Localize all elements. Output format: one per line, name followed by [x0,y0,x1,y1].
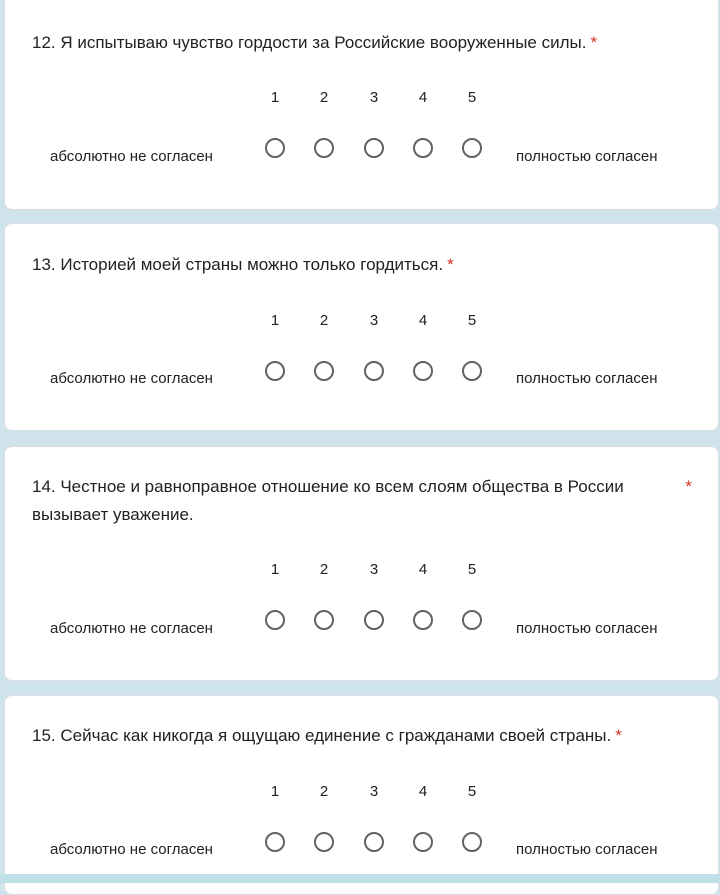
scale-low-label: абсолютно не согласен [50,841,213,858]
required-asterisk: * [685,477,692,496]
question-title [32,29,672,57]
scale-number-4: 4 [418,783,428,800]
question-card-12 [4,0,719,210]
required-asterisk: * [590,33,598,52]
question-card-13 [4,223,719,431]
scale-number-5: 5 [467,561,477,578]
scale-number-2: 2 [319,561,329,578]
scale-number-5: 5 [467,783,477,800]
scale-number-2: 2 [319,783,329,800]
scale-number-2: 2 [319,312,329,329]
radio-option-5[interactable] [462,138,482,158]
radio-option-4[interactable] [413,138,433,158]
scale-low-label: абсолютно не согласен [50,620,213,637]
scale-high-label: полностью согласен [516,148,658,165]
radio-option-5[interactable] [462,610,482,630]
radio-option-1[interactable] [265,138,285,158]
scale-high-label: полностью согласен [516,841,658,858]
radio-option-4[interactable] [413,832,433,852]
scale-number-3: 3 [369,89,379,106]
scale-number-3: 3 [369,561,379,578]
question-card-15 [4,695,719,895]
scale-low-label: абсолютно не согласен [50,148,213,165]
radio-option-3[interactable] [364,832,384,852]
radio-option-1[interactable] [265,832,285,852]
radio-option-2[interactable] [314,361,334,381]
scale-number-3: 3 [369,783,379,800]
scale-number-4: 4 [418,312,428,329]
radio-option-2[interactable] [314,610,334,630]
radio-option-3[interactable] [364,610,384,630]
required-asterisk: * [615,726,622,745]
radio-option-5[interactable] [462,361,482,381]
required-asterisk: * [447,255,454,274]
question-title [32,473,692,529]
scale-number-4: 4 [418,561,428,578]
question-title [32,722,672,750]
radio-option-4[interactable] [413,610,433,630]
radio-option-5[interactable] [462,832,482,852]
scale-number-2: 2 [319,89,329,106]
scale-number-1: 1 [270,312,280,329]
question-text: 12. Я испытываю чувство гордости за Российские вооруженные силы. [32,33,587,52]
scale-number-1: 1 [270,89,280,106]
scale-high-label: полностью согласен [516,370,658,387]
page-bottom-strip [0,874,720,883]
scale-number-5: 5 [467,89,477,106]
radio-option-2[interactable] [314,138,334,158]
scale-number-3: 3 [369,312,379,329]
question-text: 14. Честное и равноправное отношение ко всем слоям общества в России вызывает уважение. [32,477,624,524]
question-text: 13. Историей моей страны можно только гордиться. [32,255,444,274]
question-title [32,251,672,279]
radio-option-4[interactable] [413,361,433,381]
scale-number-4: 4 [418,89,428,106]
radio-option-2[interactable] [314,832,334,852]
scale-number-1: 1 [270,561,280,578]
scale-number-1: 1 [270,783,280,800]
question-card-14 [4,446,719,681]
radio-option-1[interactable] [265,361,285,381]
scale-number-5: 5 [467,312,477,329]
radio-option-3[interactable] [364,361,384,381]
question-text: 15. Сейчас как никогда я ощущаю единение с гражданами своей страны. [32,726,612,745]
scale-high-label: полностью согласен [516,620,658,637]
scale-low-label: абсолютно не согласен [50,370,213,387]
radio-option-1[interactable] [265,610,285,630]
radio-option-3[interactable] [364,138,384,158]
